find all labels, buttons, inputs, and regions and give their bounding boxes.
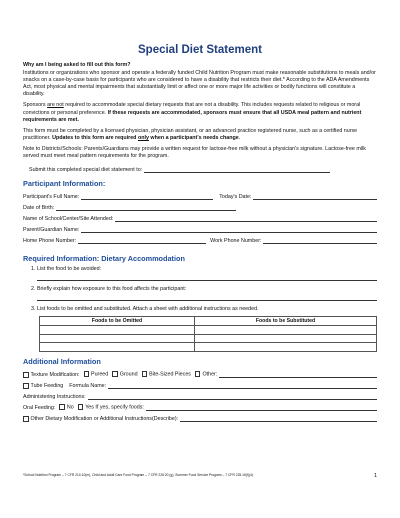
intro-paragraph-1: Institutions or organizations who sponsor and operate a federally funded Child Nutrition Program must make reasonable substitutions to meals and/or snacks on a case-by-case basis for participants who are considered to have a disability that restricts their diet.* According to the ADA Amendments Act, most physical and mental impairments that substantially limit or affect one or more major life activities or bodily functions will constitute a disability.: [23, 70, 376, 98]
todays-date-field[interactable]: [253, 193, 377, 200]
texture-checkbox[interactable]: [23, 372, 29, 378]
formula-name-field[interactable]: [108, 382, 377, 389]
oral-yes-checkbox[interactable]: [78, 404, 84, 410]
intro-paragraph-2: Sponsors are not required to accommodate special dietary requests that are not a disability. This includes requests related to religious or moral convictions or personal preference. If these requests are accommodated, sponsors must ensure that all USDA meal pattern and nutrient requirements are met.: [23, 102, 362, 123]
parent-field[interactable]: [81, 226, 377, 233]
table-row: [40, 326, 377, 335]
dob-field[interactable]: [56, 204, 236, 211]
submit-to-label: Submit this completed special diet statement to:: [29, 167, 143, 174]
ground-checkbox[interactable]: [112, 371, 118, 377]
substituted-cell[interactable]: [195, 343, 377, 352]
dob-row: Date of Birth:: [23, 202, 377, 211]
parent-row: Parent/Guardian Name:: [23, 224, 377, 233]
tube-row: Tube Feeding Formula Name:: [23, 380, 377, 389]
texture-row: Texture Modification: Pureed Ground Bite-Sized Pieces Other:: [23, 369, 377, 378]
other-diet-row: Other Dietary Modification or Additional Instructions(Describe):: [23, 413, 377, 422]
item-1-label: 1. List the food to be avoided:: [31, 266, 102, 273]
omitted-cell[interactable]: [40, 326, 195, 335]
intro-question: Why am I being asked to fill out this form?: [23, 62, 131, 68]
other-texture-field[interactable]: [219, 371, 377, 378]
exposure-effect-field[interactable]: [37, 292, 377, 301]
item-3-label: 3. List foods to be omitted and substituted. Attach a sheet with additional instructions as needed.: [31, 306, 259, 313]
submit-to-field[interactable]: [144, 166, 330, 173]
omitted-cell[interactable]: [40, 334, 195, 343]
oral-no-checkbox[interactable]: [59, 404, 65, 410]
school-row: Name of School/Center/Site Attended:: [23, 213, 377, 222]
participant-info-heading: Participant Information:: [23, 179, 106, 189]
table-row: [40, 343, 377, 352]
footer-citation: *School Nutrition Program – 7 CFR 210.10(m), Child and Adult Care Food Program – 7 CFR 226.20 (g), Summer Food Service Program – 7 CFR 225.16(f)(4).: [23, 473, 254, 477]
participant-name-field[interactable]: [81, 193, 213, 200]
required-info-heading: Required Information: Dietary Accommodation: [23, 254, 185, 264]
work-phone-field[interactable]: [263, 237, 377, 244]
substitution-table: [39, 316, 377, 352]
submit-to-row: [29, 164, 377, 173]
page-footer: [23, 473, 377, 479]
home-phone-field[interactable]: [78, 237, 206, 244]
table-row: [40, 334, 377, 343]
bite-sized-checkbox[interactable]: [142, 371, 148, 377]
other-texture-checkbox[interactable]: [195, 371, 201, 377]
participant-name-row: Participant's Full Name: Today's Date:: [23, 191, 377, 200]
phone-row: Home Phone Number: Work Phone Number:: [23, 235, 377, 244]
intro-paragraph-3: This form must be completed by a licensed physician, physician assistant, or an advanced practice registered nurse, such as a certified nurse practitioner. Updates to this form are required only when a participant's needs change.: [23, 127, 358, 141]
col-foods-substituted: Foods to be Substituted: [195, 317, 377, 326]
omitted-cell[interactable]: [40, 343, 195, 352]
item-2-label: 2. Briefly explain how exposure to this food affects the participant:: [31, 286, 187, 293]
page-number: 1: [373, 473, 377, 479]
substituted-cell[interactable]: [195, 326, 377, 335]
intro-paragraph-4: Note to Districts/Schools: Parents/Guardians may provide a written request for lactose-free milk without a physician's signature. Lactose-free milk served must meet meal pattern requirements for the program.: [23, 145, 366, 160]
school-field[interactable]: [115, 215, 377, 222]
oral-foods-field[interactable]: [146, 404, 377, 411]
tube-feeding-checkbox[interactable]: [23, 383, 29, 389]
oral-row: Oral Feeding: No Yes If yes, specify foods:: [23, 402, 377, 411]
additional-info-heading: Additional Information: [23, 356, 101, 366]
administering-field[interactable]: [88, 393, 377, 400]
other-diet-checkbox[interactable]: [23, 416, 29, 422]
administering-row: Administering Instructions:: [23, 391, 377, 400]
other-diet-field[interactable]: [180, 415, 377, 422]
pureed-checkbox[interactable]: [84, 371, 90, 377]
page-title: Special Diet Statement: [138, 44, 262, 56]
food-to-avoid-field[interactable]: [37, 272, 377, 281]
table-header-row: [40, 317, 377, 326]
col-foods-omitted: Foods to be Omitted: [40, 317, 195, 326]
substituted-cell[interactable]: [195, 334, 377, 343]
